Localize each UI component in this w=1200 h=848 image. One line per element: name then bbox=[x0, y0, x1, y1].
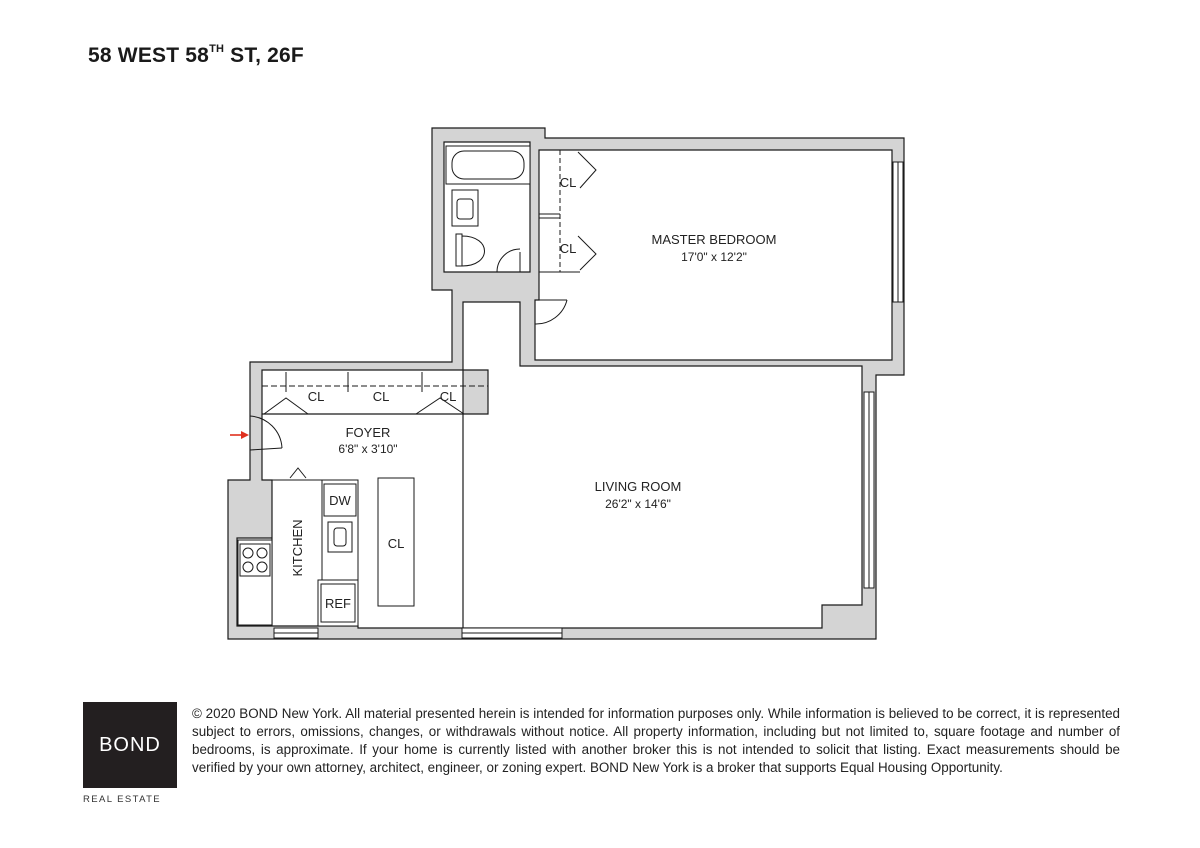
foyer-label: FOYER bbox=[345, 425, 391, 440]
closet-label-bedroom-1: CL bbox=[559, 175, 577, 190]
refrigerator-label: REF bbox=[325, 596, 351, 611]
kitchen-label: KITCHEN bbox=[290, 519, 305, 577]
title-superscript: TH bbox=[209, 43, 225, 55]
living-room-dims: 26'2" x 14'6" bbox=[605, 497, 671, 511]
living-room-label: LIVING ROOM bbox=[594, 479, 682, 494]
closet-label-foyer-3: CL bbox=[439, 389, 457, 404]
master-bedroom-label: MASTER BEDROOM bbox=[651, 232, 777, 247]
dishwasher-label: DW bbox=[329, 493, 351, 508]
logo-subtext: REAL ESTATE bbox=[83, 794, 162, 805]
closet-label-foyer-2: CL bbox=[372, 389, 390, 404]
master-bedroom-dims: 17'0" x 12'2" bbox=[681, 250, 747, 264]
closet-label-living: CL bbox=[387, 536, 405, 551]
entry-arrow-icon bbox=[230, 431, 249, 439]
bond-logo bbox=[83, 702, 177, 788]
windows bbox=[274, 162, 903, 638]
logo-text: BOND bbox=[99, 733, 161, 756]
title-prefix: 58 WEST 58 bbox=[88, 44, 210, 67]
closet-label-bedroom-2: CL bbox=[559, 241, 577, 256]
title-suffix: ST, 26F bbox=[224, 44, 304, 67]
closet-label-foyer-1: CL bbox=[307, 389, 325, 404]
foyer-dims: 6'8" x 3'10" bbox=[338, 442, 398, 456]
disclaimer-text: © 2020 BOND New York. All material presented herein is intended for information purposes only. While information is believed to be correct, it is represented subject to errors, omissions, changes, or withdrawals without notice. All property information, including but not limited to, square footage and number of bedrooms, is approximate. If your home is currently listed with another broker this is not intended to solicit that listing. Exact measurements should be verified by your own attorney, architect, engineer, or zoning expert. BOND New York is a broker that supports Equal Housing Opportunity. bbox=[192, 706, 1120, 775]
